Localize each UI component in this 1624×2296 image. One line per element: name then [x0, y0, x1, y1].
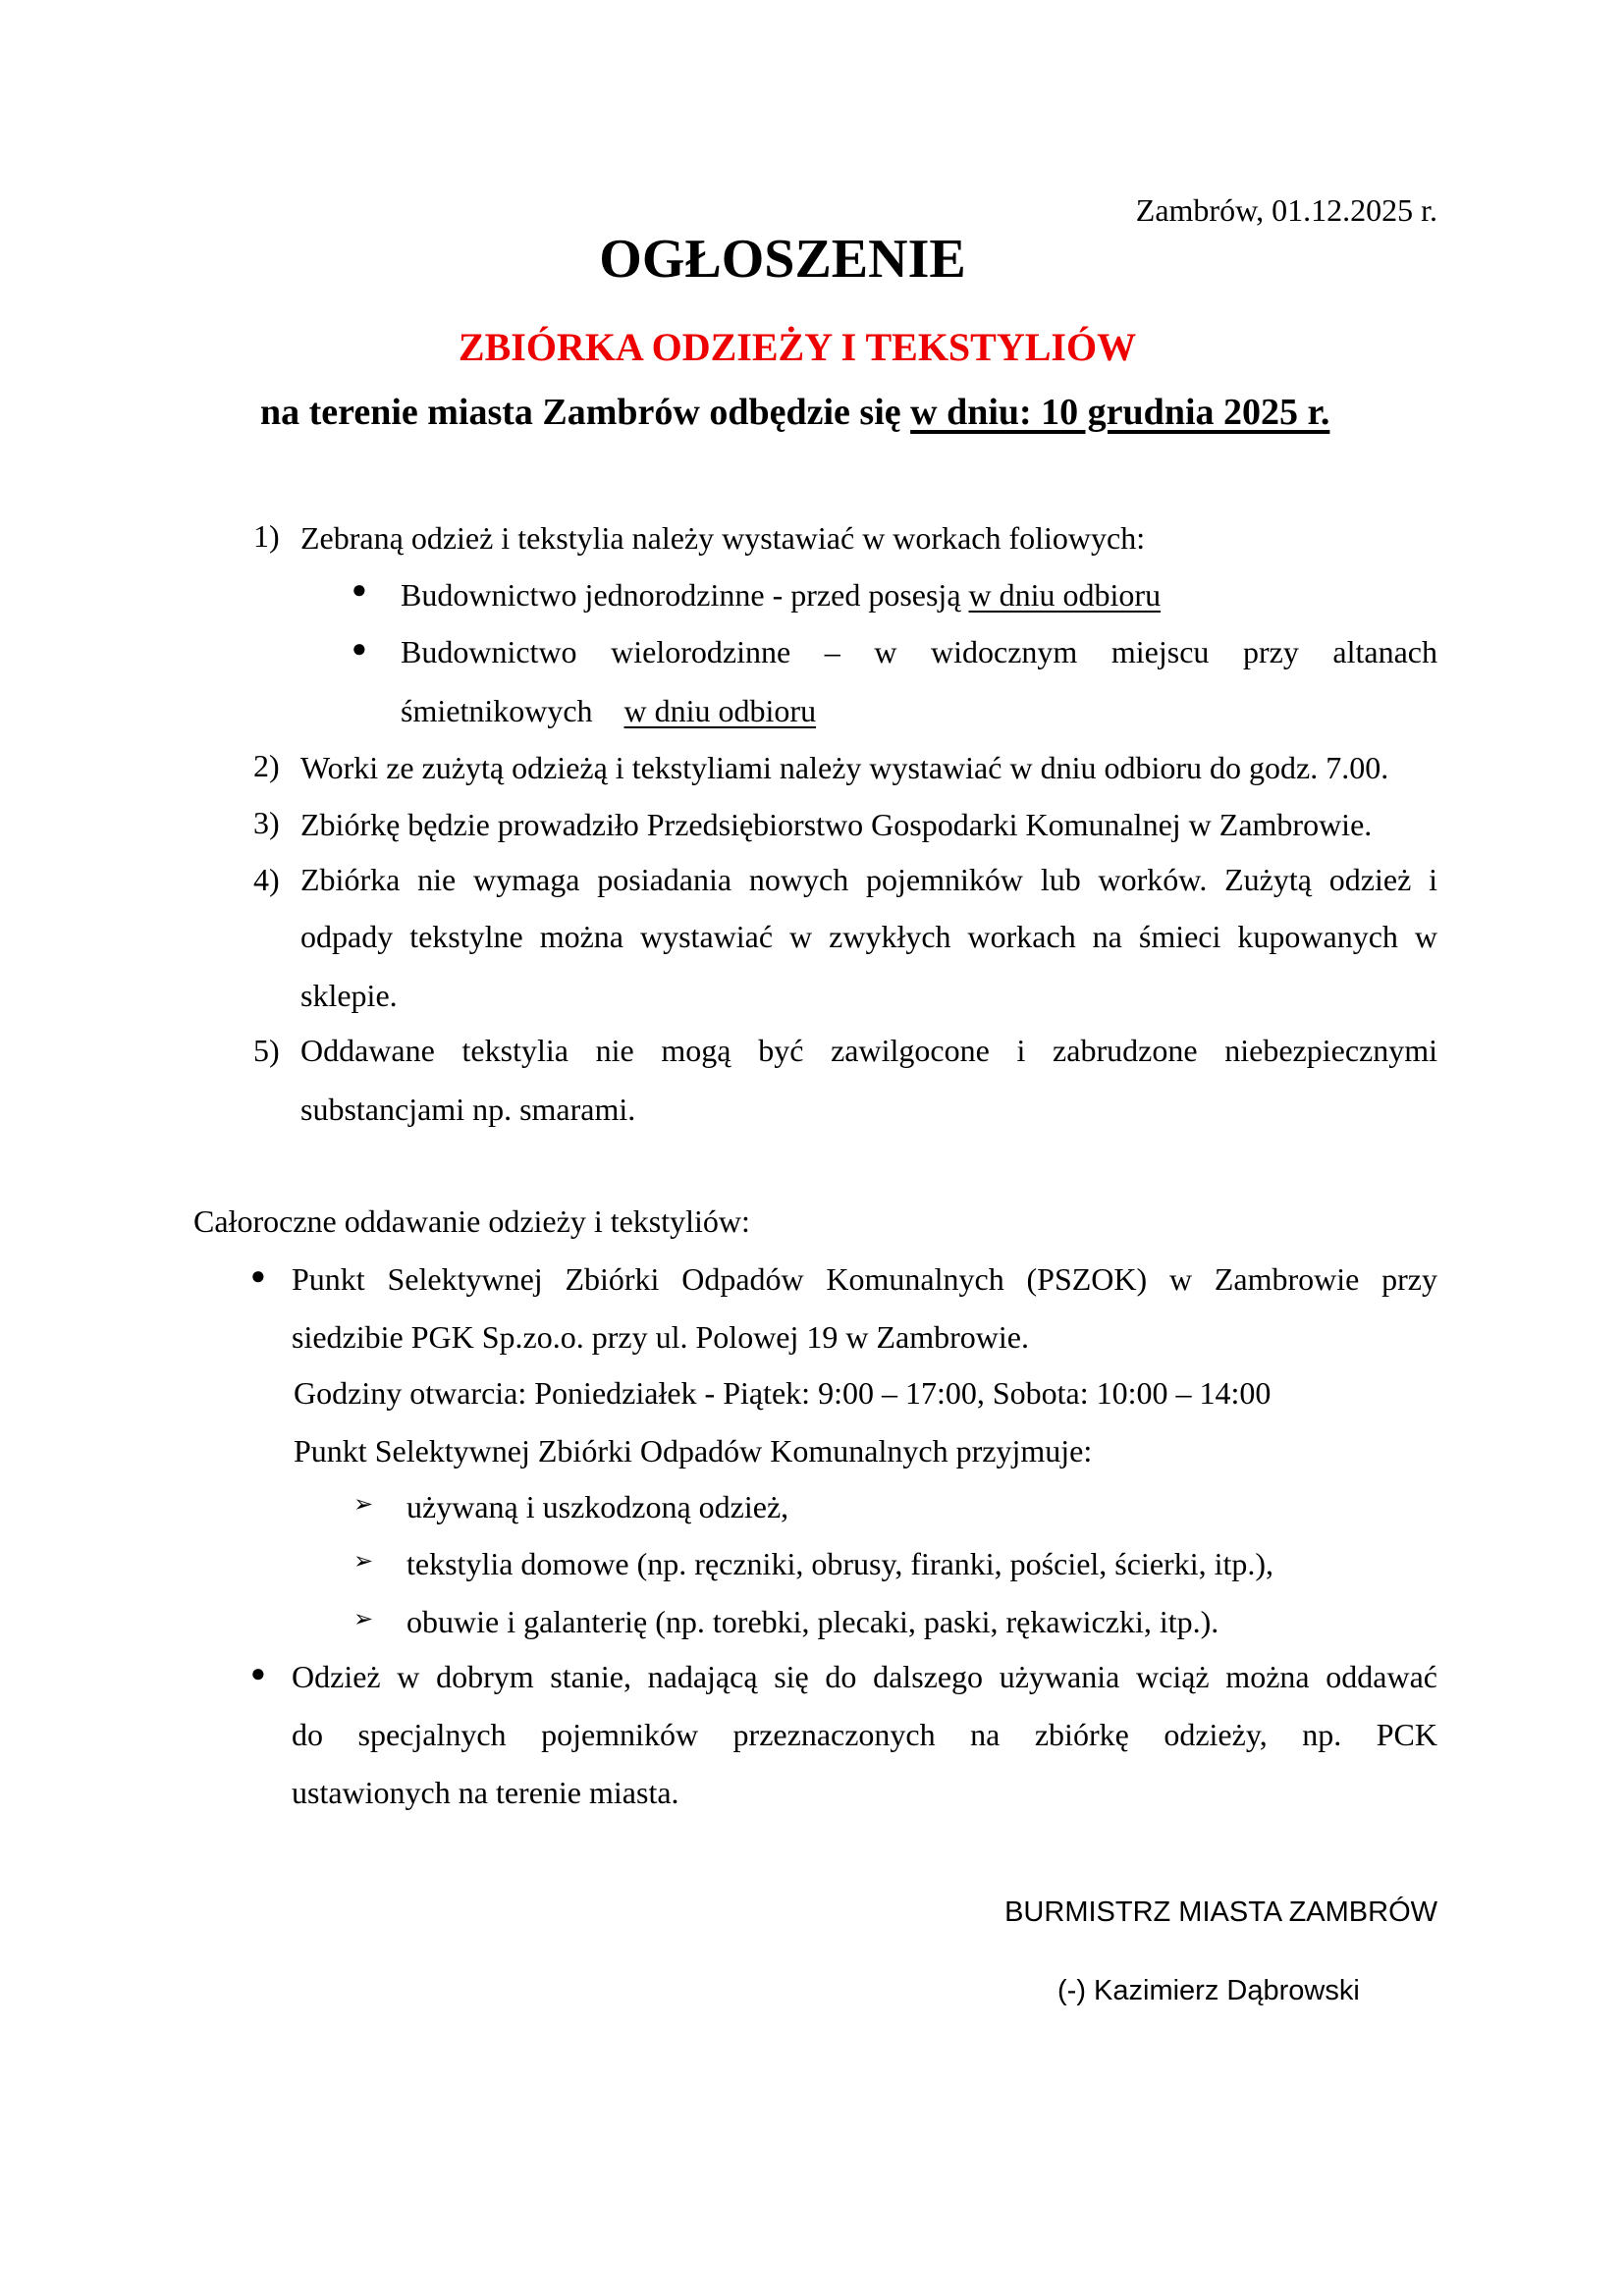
- arrow-bullet-icon: ➢: [353, 1492, 374, 1518]
- item-text: Zbiórkę będzie prowadziło Przedsiębiorstwo Gospodarki Komunalnej w Zambrowie.: [300, 807, 1373, 842]
- bullet-icon: ●: [352, 575, 367, 604]
- item-text-line: odpady tekstylne można wystawiać w zwykłych workach na śmieci kupowanych w: [300, 919, 1437, 954]
- item-number: 2): [253, 748, 280, 783]
- item-number: 3): [253, 805, 280, 840]
- signatory-name: (-) Kazimierz Dąbrowski: [1057, 1975, 1360, 2006]
- underlined-phrase: w dniu odbioru: [623, 693, 817, 728]
- arrow-bullet-icon: ➢: [353, 1549, 374, 1575]
- item-number: 1): [253, 518, 280, 554]
- sub-bullet-label: śmietnikowych: [401, 693, 624, 728]
- accepted-item: tekstylia domowe (np. ręczniki, obrusy, firanki, pościel, ścierki, itp.),: [406, 1546, 1274, 1581]
- pszok-text-line: siedzibie PGK Sp.zo.o. przy ul. Polowej 19 w Zambrowie.: [292, 1319, 1029, 1355]
- pszok-hours: Godziny otwarcia: Poniedziałek - Piątek: 9:00 – 17:00, Sobota: 10:00 – 14:00: [294, 1375, 1272, 1411]
- document-subtitle: ZBIÓRKA ODZIEŻY I TEKSTYLIÓW: [458, 325, 1137, 369]
- pszok-accepts-label: Punkt Selektywnej Zbiórki Odpadów Komunalnych przyjmuje:: [294, 1433, 1093, 1468]
- item-text: Worki ze zużytą odzieżą i tekstyliami należy wystawiać w dniu odbioru do godz. 7.00.: [300, 750, 1389, 785]
- containers-text-line: Odzież w dobrym stanie, nadającą się do dalszego używania wciąż można oddawać: [292, 1659, 1437, 1694]
- place-date: Zambrów, 01.12.2025 r.: [1135, 192, 1437, 228]
- item-text-line: sklepie.: [300, 978, 398, 1013]
- sub-bullet-text-cont: [401, 691, 816, 730]
- item-text-line: Oddawane tekstylia nie mogą być zawilgocone i zabrudzone niebezpiecznymi: [300, 1033, 1437, 1068]
- pszok-text-line: Punkt Selektywnej Zbiórki Odpadów Komunalnych (PSZOK) w Zambrowie przy: [292, 1261, 1437, 1297]
- sub-bullet-text: Budownictwo wielorodzinne – w widocznym miejscu przy altanach: [401, 634, 1437, 669]
- accepted-item: używaną i uszkodzoną odzież,: [406, 1489, 789, 1524]
- accepted-item: obuwie i galanterię (np. torebki, plecaki, paski, rękawiczki, itp.).: [406, 1604, 1219, 1639]
- collection-date-prefix: na terenie miasta Zambrów odbędzie się: [260, 392, 911, 433]
- signatory-office: BURMISTRZ MIASTA ZAMBRÓW: [1004, 1896, 1437, 1928]
- arrow-bullet-icon: ➢: [353, 1607, 374, 1632]
- item-text-line: Zbiórka nie wymaga posiadania nowych pojemników lub worków. Zużytą odzież i: [300, 862, 1437, 897]
- item-text-line: substancjami np. smarami.: [300, 1092, 636, 1127]
- document-title: OGŁOSZENIE: [599, 229, 966, 290]
- bullet-icon: ●: [250, 1261, 266, 1290]
- containers-text-line: do specjalnych pojemników przeznaczonych na zbiórkę odzieży, np. PCK: [292, 1717, 1437, 1752]
- collection-date-line: [260, 391, 1329, 434]
- item-number: 4): [253, 862, 280, 897]
- sub-bullet-label: Budownictwo jednorodzinne - przed posesją: [401, 577, 969, 613]
- bullet-icon: ●: [250, 1659, 266, 1687]
- underlined-phrase: w dniu odbioru: [968, 577, 1162, 613]
- item-text: Zebraną odzież i tekstylia należy wystawiać w workach foliowych:: [300, 520, 1146, 556]
- bullet-icon: ●: [352, 634, 367, 663]
- collection-date: w dniu: 10 grudnia 2025 r.: [910, 392, 1330, 433]
- sub-bullet-text: [401, 575, 1161, 614]
- containers-text-line: ustawionych na terenie miasta.: [292, 1775, 679, 1810]
- item-number: 5): [253, 1033, 280, 1068]
- yearround-heading: Całoroczne oddawanie odzieży i tekstyliów:: [193, 1203, 750, 1239]
